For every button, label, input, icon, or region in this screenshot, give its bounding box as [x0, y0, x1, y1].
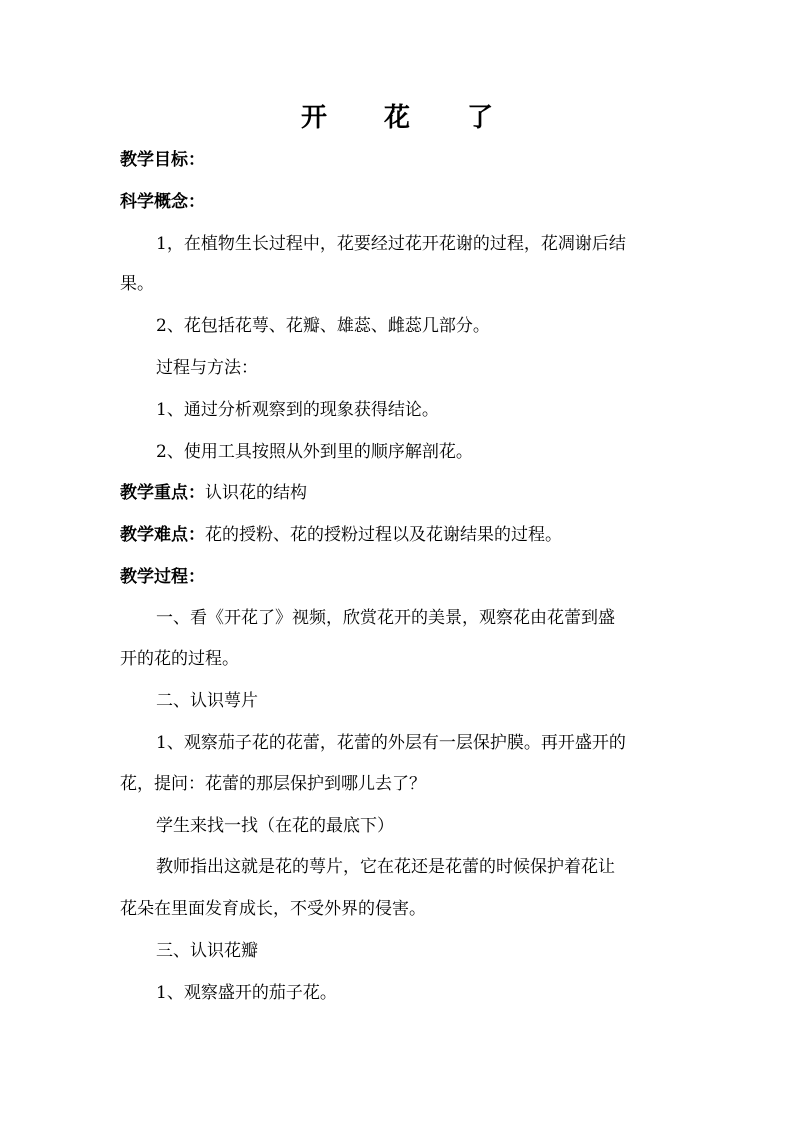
concept-1-line-1: 1，在植物生长过程中，花要经过花开花谢的过程，花凋谢后结: [156, 234, 626, 254]
step-1-line-2: 开的花的过程。: [120, 649, 239, 669]
method-2: 2、使用工具按照从外到里的顺序解剖花。: [156, 442, 473, 462]
concept-1-line-2: 果。: [120, 274, 154, 294]
step-2-teacher-line-2: 花朵在里面发育成长，不受外界的侵害。: [120, 899, 426, 919]
step-2-student: 学生来找一找（在花的最底下）: [156, 816, 394, 836]
difficulty-label: 教学难点：: [120, 525, 205, 545]
step-2-1-line-1: 1、观察茄子花的花蕾，花蕾的外层有一层保护膜。再开盛开的: [156, 733, 626, 753]
step-2-heading: 二、认识萼片: [156, 691, 258, 711]
difficulty-text: 花的授粉、花的授粉过程以及花谢结果的过程。: [205, 525, 562, 545]
science-concept-heading: 科学概念：: [120, 192, 205, 212]
step-2-1-line-2: 花，提问：花蕾的那层保护到哪儿去了？: [120, 774, 426, 794]
difficulty-row: [120, 523, 680, 547]
teaching-goals-heading: 教学目标：: [120, 150, 205, 170]
process-method-heading: 过程与方法：: [156, 358, 258, 378]
step-3-heading: 三、认识花瓣: [156, 941, 258, 961]
teaching-procedure-heading: 教学过程：: [120, 567, 205, 587]
step-1-line-1: 一、看《开花了》视频，欣赏花开的美景，观察花由花蕾到盛: [156, 608, 615, 628]
key-point-text: 认识花的结构: [205, 483, 307, 503]
key-point-row: [120, 481, 680, 505]
key-point-label: 教学重点：: [120, 483, 205, 503]
document-title: 开 花 了: [300, 103, 518, 133]
step-3-1: 1、观察盛开的茄子花。: [156, 983, 337, 1003]
step-2-teacher-line-1: 教师指出这就是花的萼片，它在花还是花蕾的时候保护着花让: [156, 857, 615, 877]
method-1: 1、通过分析观察到的现象获得结论。: [156, 400, 439, 420]
concept-2: 2、花包括花萼、花瓣、雄蕊、雌蕊几部分。: [156, 316, 490, 336]
